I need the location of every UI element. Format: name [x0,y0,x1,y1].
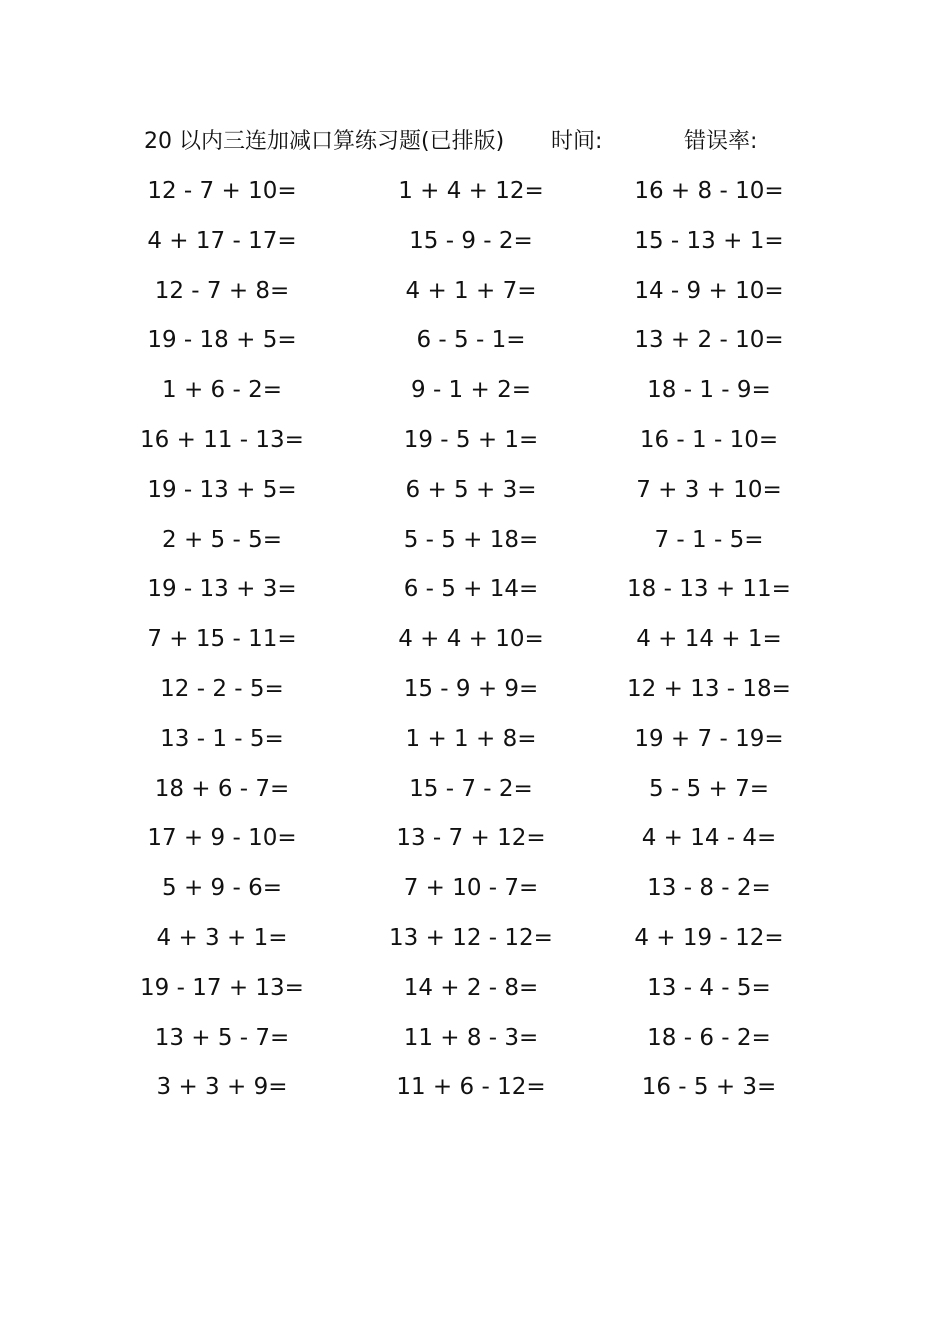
arithmetic-problem: 15 - 13 + 1= [634,227,784,254]
arithmetic-problem: 4 + 3 + 1= [156,924,288,951]
arithmetic-problem: 12 - 7 + 8= [154,277,290,304]
arithmetic-problem: 5 + 9 - 6= [162,875,282,902]
problem-row [0,471,950,521]
problem-row [0,272,950,322]
arithmetic-problem: 11 + 6 - 12= [396,1074,546,1101]
arithmetic-problem: 7 + 15 - 11= [147,626,297,653]
arithmetic-problem: 17 + 9 - 10= [147,825,297,852]
arithmetic-problem: 6 - 5 + 14= [403,576,539,603]
arithmetic-problem: 1 + 4 + 12= [398,178,544,204]
arithmetic-problem: 4 + 4 + 10= [398,626,544,653]
arithmetic-problem: 4 + 1 + 7= [405,277,537,304]
error-rate-label: 错误率: [684,129,758,154]
arithmetic-problem: 14 - 9 + 10= [634,277,784,304]
arithmetic-problem: 13 - 4 - 5= [647,974,771,1001]
arithmetic-problem: 6 + 5 + 3= [405,476,537,503]
arithmetic-problem: 7 + 10 - 7= [403,875,539,902]
problem-row [0,570,950,620]
time-label: 时间: [551,129,603,154]
worksheet-title: 20 以内三连加减口算练习题(已排版) [144,129,505,154]
arithmetic-problem: 19 - 18 + 5= [147,327,297,354]
arithmetic-problem: 18 - 1 - 9= [647,377,771,404]
arithmetic-problem: 13 - 1 - 5= [160,725,284,752]
arithmetic-problem: 13 - 7 + 12= [396,825,546,852]
arithmetic-problem: 15 - 9 - 2= [409,227,533,254]
arithmetic-problem: 18 + 6 - 7= [154,775,290,802]
problem-row [0,1068,950,1118]
arithmetic-problem: 19 - 17 + 13= [140,974,304,1001]
problem-row [0,919,950,969]
arithmetic-problem: 13 + 5 - 7= [154,1024,290,1051]
problem-row [0,421,950,471]
problem-row [0,819,950,869]
problem-row [0,321,950,371]
arithmetic-problem: 3 + 3 + 9= [156,1074,288,1101]
problem-row [0,1019,950,1069]
arithmetic-problem: 15 - 9 + 9= [403,675,539,702]
arithmetic-problem: 13 + 12 - 12= [389,924,553,951]
problem-row [0,869,950,919]
arithmetic-problem: 9 - 1 + 2= [411,377,531,404]
arithmetic-problem: 19 - 13 + 5= [147,476,297,503]
problem-row [0,670,950,720]
arithmetic-problem: 7 - 1 - 5= [654,526,764,553]
arithmetic-problem: 14 + 2 - 8= [403,974,539,1001]
worksheet-header [0,124,950,160]
arithmetic-problem: 18 - 6 - 2= [647,1024,771,1051]
problem-row [0,521,950,571]
arithmetic-problem: 4 + 14 + 1= [636,626,782,653]
arithmetic-problem: 1 + 1 + 8= [405,725,537,752]
arithmetic-problem: 5 - 5 + 7= [649,775,769,802]
arithmetic-problem: 5 - 5 + 18= [403,526,539,553]
problem-row [0,969,950,1019]
arithmetic-problem: 16 - 5 + 3= [641,1074,777,1101]
arithmetic-problem: 19 + 7 - 19= [634,725,784,752]
arithmetic-problem: 11 + 8 - 3= [403,1024,539,1051]
arithmetic-problem: 16 + 8 - 10= [634,178,784,204]
problem-row [0,720,950,770]
arithmetic-problem: 4 + 17 - 17= [147,227,297,254]
arithmetic-problem: 19 - 13 + 3= [147,576,297,603]
problem-row [0,770,950,820]
arithmetic-problem: 2 + 5 - 5= [162,526,282,553]
arithmetic-problem: 7 + 3 + 10= [636,476,782,503]
arithmetic-problem: 6 - 5 - 1= [416,327,526,354]
problem-row [0,172,950,222]
arithmetic-problem: 13 + 2 - 10= [634,327,784,354]
arithmetic-problem: 19 - 5 + 1= [403,426,539,453]
problem-grid [0,172,950,1118]
arithmetic-problem: 13 - 8 - 2= [647,875,771,902]
arithmetic-problem: 16 + 11 - 13= [140,426,304,453]
arithmetic-problem: 12 + 13 - 18= [627,675,791,702]
arithmetic-problem: 15 - 7 - 2= [409,775,533,802]
arithmetic-problem: 12 - 2 - 5= [160,675,284,702]
problem-row [0,371,950,421]
problem-row [0,620,950,670]
arithmetic-problem: 12 - 7 + 10= [147,178,297,204]
problem-row [0,222,950,272]
arithmetic-problem: 18 - 13 + 11= [627,576,791,603]
arithmetic-problem: 16 - 1 - 10= [639,426,779,453]
arithmetic-problem: 4 + 14 - 4= [641,825,777,852]
arithmetic-problem: 4 + 19 - 12= [634,924,784,951]
arithmetic-problem: 1 + 6 - 2= [162,377,282,404]
